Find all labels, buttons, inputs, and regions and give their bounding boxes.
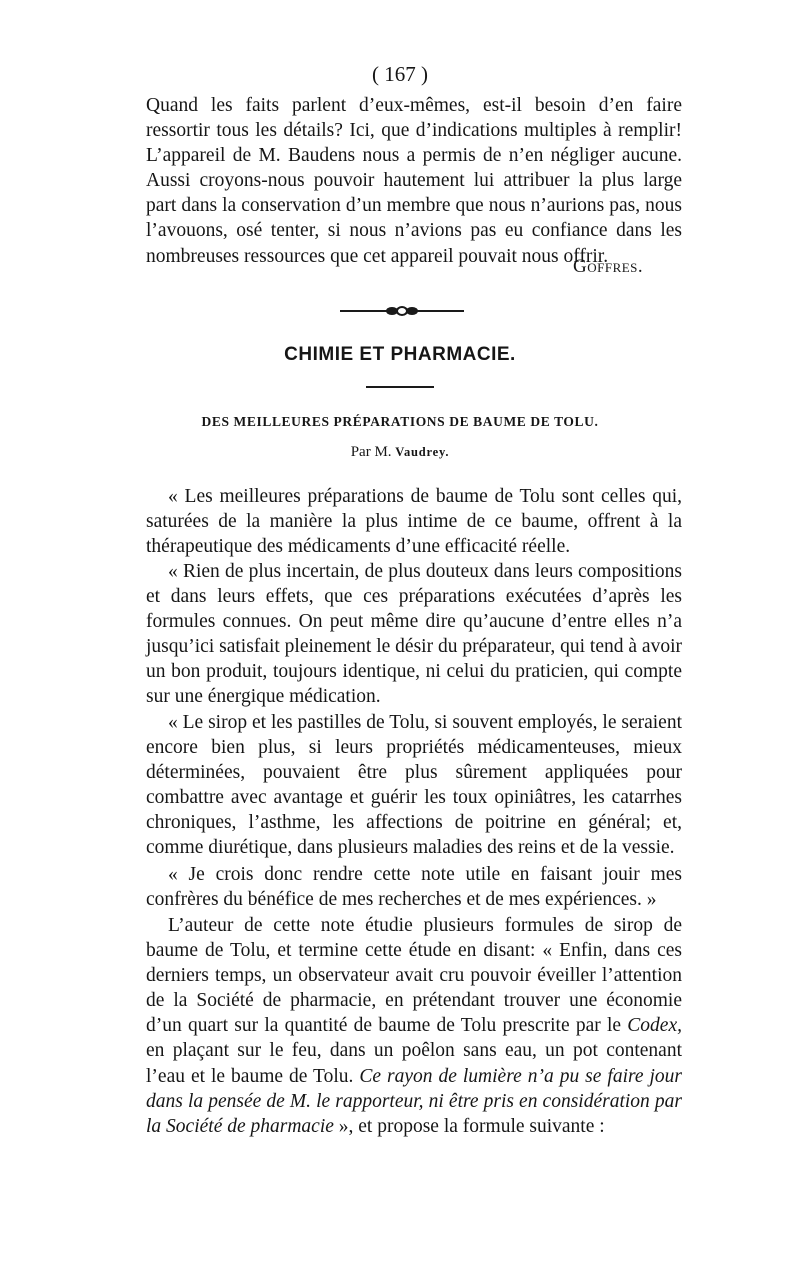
intro-paragraph: Quand les faits parlent d’eux-mêmes, est-il besoin d’en faire ressortir tous les détails? Ici, que d’indications multiples à remplir! L’appareil de M. Baudens nous a permis de n’en négliger aucune. Aussi croyons-nous pouvoir hautement lui attribuer la plus large part dans la conservation d’un membre que nous n’aurions pas, nous l’avouons, osé tenter, si nous n’avions pas eu confiance dans les nombreuses ressources que cet appareil pouvait nous offrir. <box>146 95 682 267</box>
article-title: DES MEILLEURES PRÉPARATIONS DE BAUME DE TOLU. <box>201 414 599 429</box>
title-rule <box>366 386 434 388</box>
section-title: CHIMIE ET PHARMACIE. <box>284 344 516 365</box>
byline-prefix: Par M. <box>350 444 392 460</box>
body-paragraph-1: « Les meilleures préparations de baume de Tolu sont celles qui, saturées de la manière la plus intime de ce baume, offrent à la thérapeutique des médicaments d’une efficacité réelle. <box>146 486 682 558</box>
body-paragraph-3: « Le sirop et les pastilles de Tolu, si souvent employés, le seraient encore bien plus, si leurs propriétés médicamenteuses, mieux déterminées, pouvaient être plus sûrement appliquées pour combattre avec avantage et guérir les toux opiniâtres, les catarrhes chroniques, l’asthme, les affections de poitrine en général; et, comme diurétique, dans plusieurs maladies des reins et de la vessie. <box>146 712 682 859</box>
body-paragraph-2: « Rien de plus incertain, de plus douteux dans leurs compositions et dans leurs effets, que ces préparations exécutées d’après les formules connues. On peut même dire qu’aucune d’entre elles n’a jusqu’ici satisfait pleinement le désir du préparateur, qui tend à avoir un bon produit, toujours identique, ni celui du praticien, qui compte sur une énergique médication. <box>146 561 682 708</box>
final-text-end: », et propose la formule suivante : <box>333 1115 605 1137</box>
ornament-divider <box>340 304 464 318</box>
final-text-start: L’auteur de cette note étudie plusieurs formules de sirop de baume de Tolu, et termine cette étude en disant: « Enfin, dans ces derniers temps, un observateur avait cru pouvoir éveiller l’attention de la Société de pharmacie, en prétendant trouver une économie d’un quart sur la quantité de baume de Tolu prescrite par le <box>146 915 682 1037</box>
author-signature: Goffres. <box>573 256 644 277</box>
codex-reference: Codex, <box>627 1015 682 1037</box>
byline-author: Vaudrey. <box>395 445 450 459</box>
final-text-mid: en plaçant sur le feu, dans un poêlon sans eau, un pot contenant l’eau et le baume de Tolu. <box>146 1040 682 1087</box>
page-number: ( 167 ) <box>372 62 428 86</box>
italic-quote: Ce rayon de lumière n’a pu se faire jour dans la pensée de M. le rapporteur, ni être pris en considération par la Société de pharmacie <box>146 1065 682 1137</box>
body-paragraph-5 <box>146 913 682 1139</box>
body-paragraph-4: « Je crois donc rendre cette note utile en faisant jouir mes confrères du bénéfice de mes recherches et de mes expériences. » <box>146 864 682 911</box>
byline <box>0 444 800 461</box>
